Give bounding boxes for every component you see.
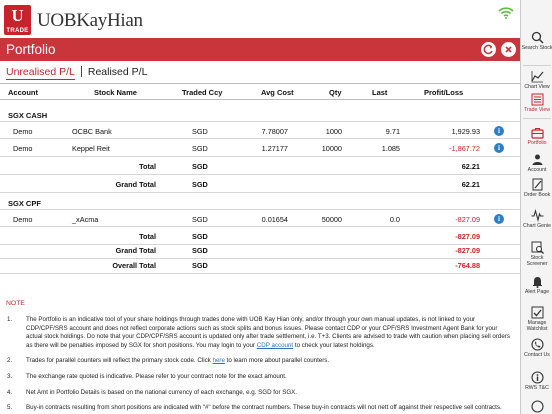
sidebar-item-label: Stock Screener xyxy=(526,255,548,267)
cell-stock-name: OCBC Bank xyxy=(72,127,112,136)
trade-view-icon xyxy=(531,93,544,106)
sidebar-item-rws-tc[interactable] xyxy=(521,371,552,391)
note-text: to learn more about parallel counters. xyxy=(224,357,330,365)
sidebar-item-label: Order Book xyxy=(523,192,551,198)
note-text: The exchange rate quoted is indicative. Please refer to your contract note for the exact amount. xyxy=(26,372,287,380)
cell-ccy: SGD xyxy=(192,127,208,136)
total-label: Total xyxy=(139,162,156,171)
cell-profit-loss: -827.09 xyxy=(455,215,480,224)
page-title: Portfolio xyxy=(6,42,56,57)
close-icon xyxy=(501,42,516,57)
grand-total-label: Grand Total xyxy=(115,180,156,189)
sidebar-item-manage-watchlist[interactable] xyxy=(521,306,552,332)
sidebar xyxy=(520,0,552,414)
page-header xyxy=(0,38,520,61)
cell-account: Demo xyxy=(13,215,33,224)
info-icon xyxy=(531,371,544,384)
total-profit-loss: -827.09 xyxy=(455,232,480,241)
header-last: Last xyxy=(372,88,388,97)
sidebar-item-label: Portfolio xyxy=(527,140,547,146)
note-text: Buy-in contracts resulting from short positions are indicated with "#" before the contract numbers. These buy-in contracts will not nett off against their respective sell contracts. xyxy=(26,404,502,412)
sidebar-item-stock-screener[interactable] xyxy=(521,241,552,267)
cell-account: Demo xyxy=(13,127,33,136)
cell-stock-name: Keppel Reit xyxy=(72,144,110,153)
chart-view-icon xyxy=(531,70,544,83)
wifi-icon xyxy=(498,7,514,19)
sidebar-divider xyxy=(523,118,551,119)
brand-bar xyxy=(0,0,520,38)
note-title: NOTE xyxy=(6,300,25,307)
briefcase-icon xyxy=(531,126,544,139)
cell-ccy: SGD xyxy=(192,144,208,153)
grand-total-ccy: SGD xyxy=(192,180,208,189)
note-text: to check your latest holdings. xyxy=(293,341,375,349)
cell-last: 1.085 xyxy=(381,144,400,153)
parallel-counters-link[interactable]: here xyxy=(212,357,225,365)
note-number: 4. xyxy=(7,388,13,396)
note-text: The Portfolio is an indicative tool of your share holdings through trades done with UOB Kay Hian only, and/or through your own manual updates, is not linked to your CDP/CPF/SRS account and does not reflect corporate actions such as stock splits and bonus issues. Please contact CDP or your CPF/SRS Investment Agent Bank for your actual stock holdings. Do note that your CDP/CPF/SRS account is updated only after trade settlement, i.e. T+3. Clients are advised to trade with caution when placing sell orders as there will be penalties imposed by SGX for short positions. You may login to your xyxy=(26,316,510,349)
info-icon[interactable]: i xyxy=(494,126,504,136)
sidebar-item-label: Chart View xyxy=(524,84,550,90)
sidebar-item-label: Chart Genie xyxy=(523,223,551,229)
cell-qty: 10000 xyxy=(321,144,342,153)
cell-qty: 50000 xyxy=(321,215,342,224)
note-number: 1. xyxy=(7,316,13,323)
overall-total-profit-loss: -764.88 xyxy=(455,261,480,270)
table-header xyxy=(0,83,520,100)
grand-total-label: Grand Total xyxy=(115,246,156,255)
note-item xyxy=(7,357,515,366)
close-button[interactable] xyxy=(501,42,516,57)
tab-unrealised-pl[interactable]: Unrealised P/L xyxy=(6,66,75,78)
info-icon[interactable]: i xyxy=(494,214,504,224)
sidebar-item-label: Contact Us xyxy=(524,352,550,358)
note-text: Net Amt in Portfolio Details is based on the national currency of each exchange, e.g. SGD for SGX. xyxy=(26,388,298,396)
header-traded-ccy: Traded Ccy xyxy=(182,88,223,97)
table-row[interactable] xyxy=(0,209,520,227)
sidebar-item-label: Search Stock xyxy=(521,45,552,51)
refresh-icon xyxy=(481,42,496,57)
chart-genie-icon xyxy=(531,209,544,222)
cdp-account-link[interactable]: CDP account xyxy=(256,341,294,349)
cell-avg-cost: 7.78007 xyxy=(261,127,288,136)
refresh-button[interactable] xyxy=(481,42,496,57)
tab-divider xyxy=(81,66,82,77)
sidebar-item-more[interactable] xyxy=(521,400,552,414)
header-avg-cost: Avg Cost xyxy=(261,88,294,97)
overall-total-row xyxy=(0,256,520,274)
phone-icon xyxy=(531,338,544,351)
info-icon[interactable]: i xyxy=(494,143,504,153)
header-stock-name: Stock Name xyxy=(94,88,137,97)
total-ccy: SGD xyxy=(192,162,208,171)
more-icon xyxy=(531,400,544,413)
sidebar-item-label: Trade View xyxy=(524,107,550,113)
sidebar-item-label: Alert Page xyxy=(524,289,550,295)
cell-profit-loss: -1,867.72 xyxy=(449,144,480,153)
order-book-icon xyxy=(531,178,544,191)
cell-account: Demo xyxy=(13,144,33,153)
cell-avg-cost: 0.01654 xyxy=(261,215,288,224)
grand-total-profit-loss: -827.09 xyxy=(455,246,480,255)
sidebar-item-portfolio[interactable] xyxy=(521,126,552,146)
sidebar-item-order-book[interactable] xyxy=(521,178,552,198)
sidebar-item-account[interactable] xyxy=(521,153,552,173)
table-row[interactable] xyxy=(0,121,520,139)
note-number: 3. xyxy=(7,372,13,380)
section-title-sgx-cash: SGX CASH xyxy=(8,111,48,120)
note-item xyxy=(7,373,515,382)
cell-profit-loss: 1,929.93 xyxy=(451,127,480,136)
sidebar-item-label: Manage Watchlist xyxy=(526,320,548,332)
sidebar-item-contact-us[interactable] xyxy=(521,338,552,358)
cell-avg-cost: 1.27177 xyxy=(261,144,288,153)
sidebar-item-label: Account xyxy=(527,167,547,173)
sidebar-item-label: RWS T&C xyxy=(525,385,549,391)
watchlist-icon xyxy=(531,306,544,319)
note-item xyxy=(7,316,515,350)
total-ccy: SGD xyxy=(192,232,208,241)
note-number: 2. xyxy=(7,357,13,365)
sidebar-item-trade-view[interactable] xyxy=(521,93,552,113)
tab-realised-pl[interactable]: Realised P/L xyxy=(87,66,148,78)
cell-last: 0.0 xyxy=(389,215,400,224)
screener-icon xyxy=(531,241,544,254)
logo-letter: U xyxy=(11,6,24,25)
total-label: Total xyxy=(139,232,156,241)
utrade-logo xyxy=(4,5,31,35)
sidebar-item-chart-genie[interactable] xyxy=(521,209,552,229)
cell-qty: 1000 xyxy=(325,127,342,136)
bell-icon xyxy=(531,275,544,288)
overall-total-label: Overall Total xyxy=(112,261,156,270)
grand-total-profit-loss: 62.21 xyxy=(461,180,480,189)
sidebar-item-chart-view[interactable] xyxy=(521,70,552,90)
table-row[interactable] xyxy=(0,139,520,157)
note-text: Trades for parallel counters will reflect the primary stock code. Click xyxy=(26,357,213,365)
grand-total-ccy: SGD xyxy=(192,246,208,255)
section-title-sgx-cpf: SGX CPF xyxy=(8,199,41,208)
cell-stock-name: _xAcma xyxy=(72,215,99,224)
total-row xyxy=(0,157,520,175)
cell-ccy: SGD xyxy=(192,215,208,224)
overall-total-ccy: SGD xyxy=(192,261,208,270)
note-item xyxy=(7,389,515,398)
sidebar-item-search-stock[interactable] xyxy=(521,31,552,51)
search-icon xyxy=(531,31,544,44)
logo-sub: TRADE xyxy=(6,28,29,34)
account-icon xyxy=(531,153,544,166)
note-item xyxy=(7,404,515,413)
header-profit-loss: Profit/Loss xyxy=(424,88,464,97)
sidebar-item-alert-page[interactable] xyxy=(521,275,552,295)
brand-name: UOBKayHian xyxy=(37,10,143,31)
notes-list xyxy=(7,316,515,414)
grand-total-row xyxy=(0,175,520,193)
note-number: 5. xyxy=(7,404,13,412)
cell-last: 9.71 xyxy=(385,127,400,136)
sidebar-divider xyxy=(523,65,551,66)
total-profit-loss: 62.21 xyxy=(461,162,480,171)
header-qty: Qty xyxy=(329,88,342,97)
header-account: Account xyxy=(8,88,38,97)
pl-tabs xyxy=(6,66,147,78)
